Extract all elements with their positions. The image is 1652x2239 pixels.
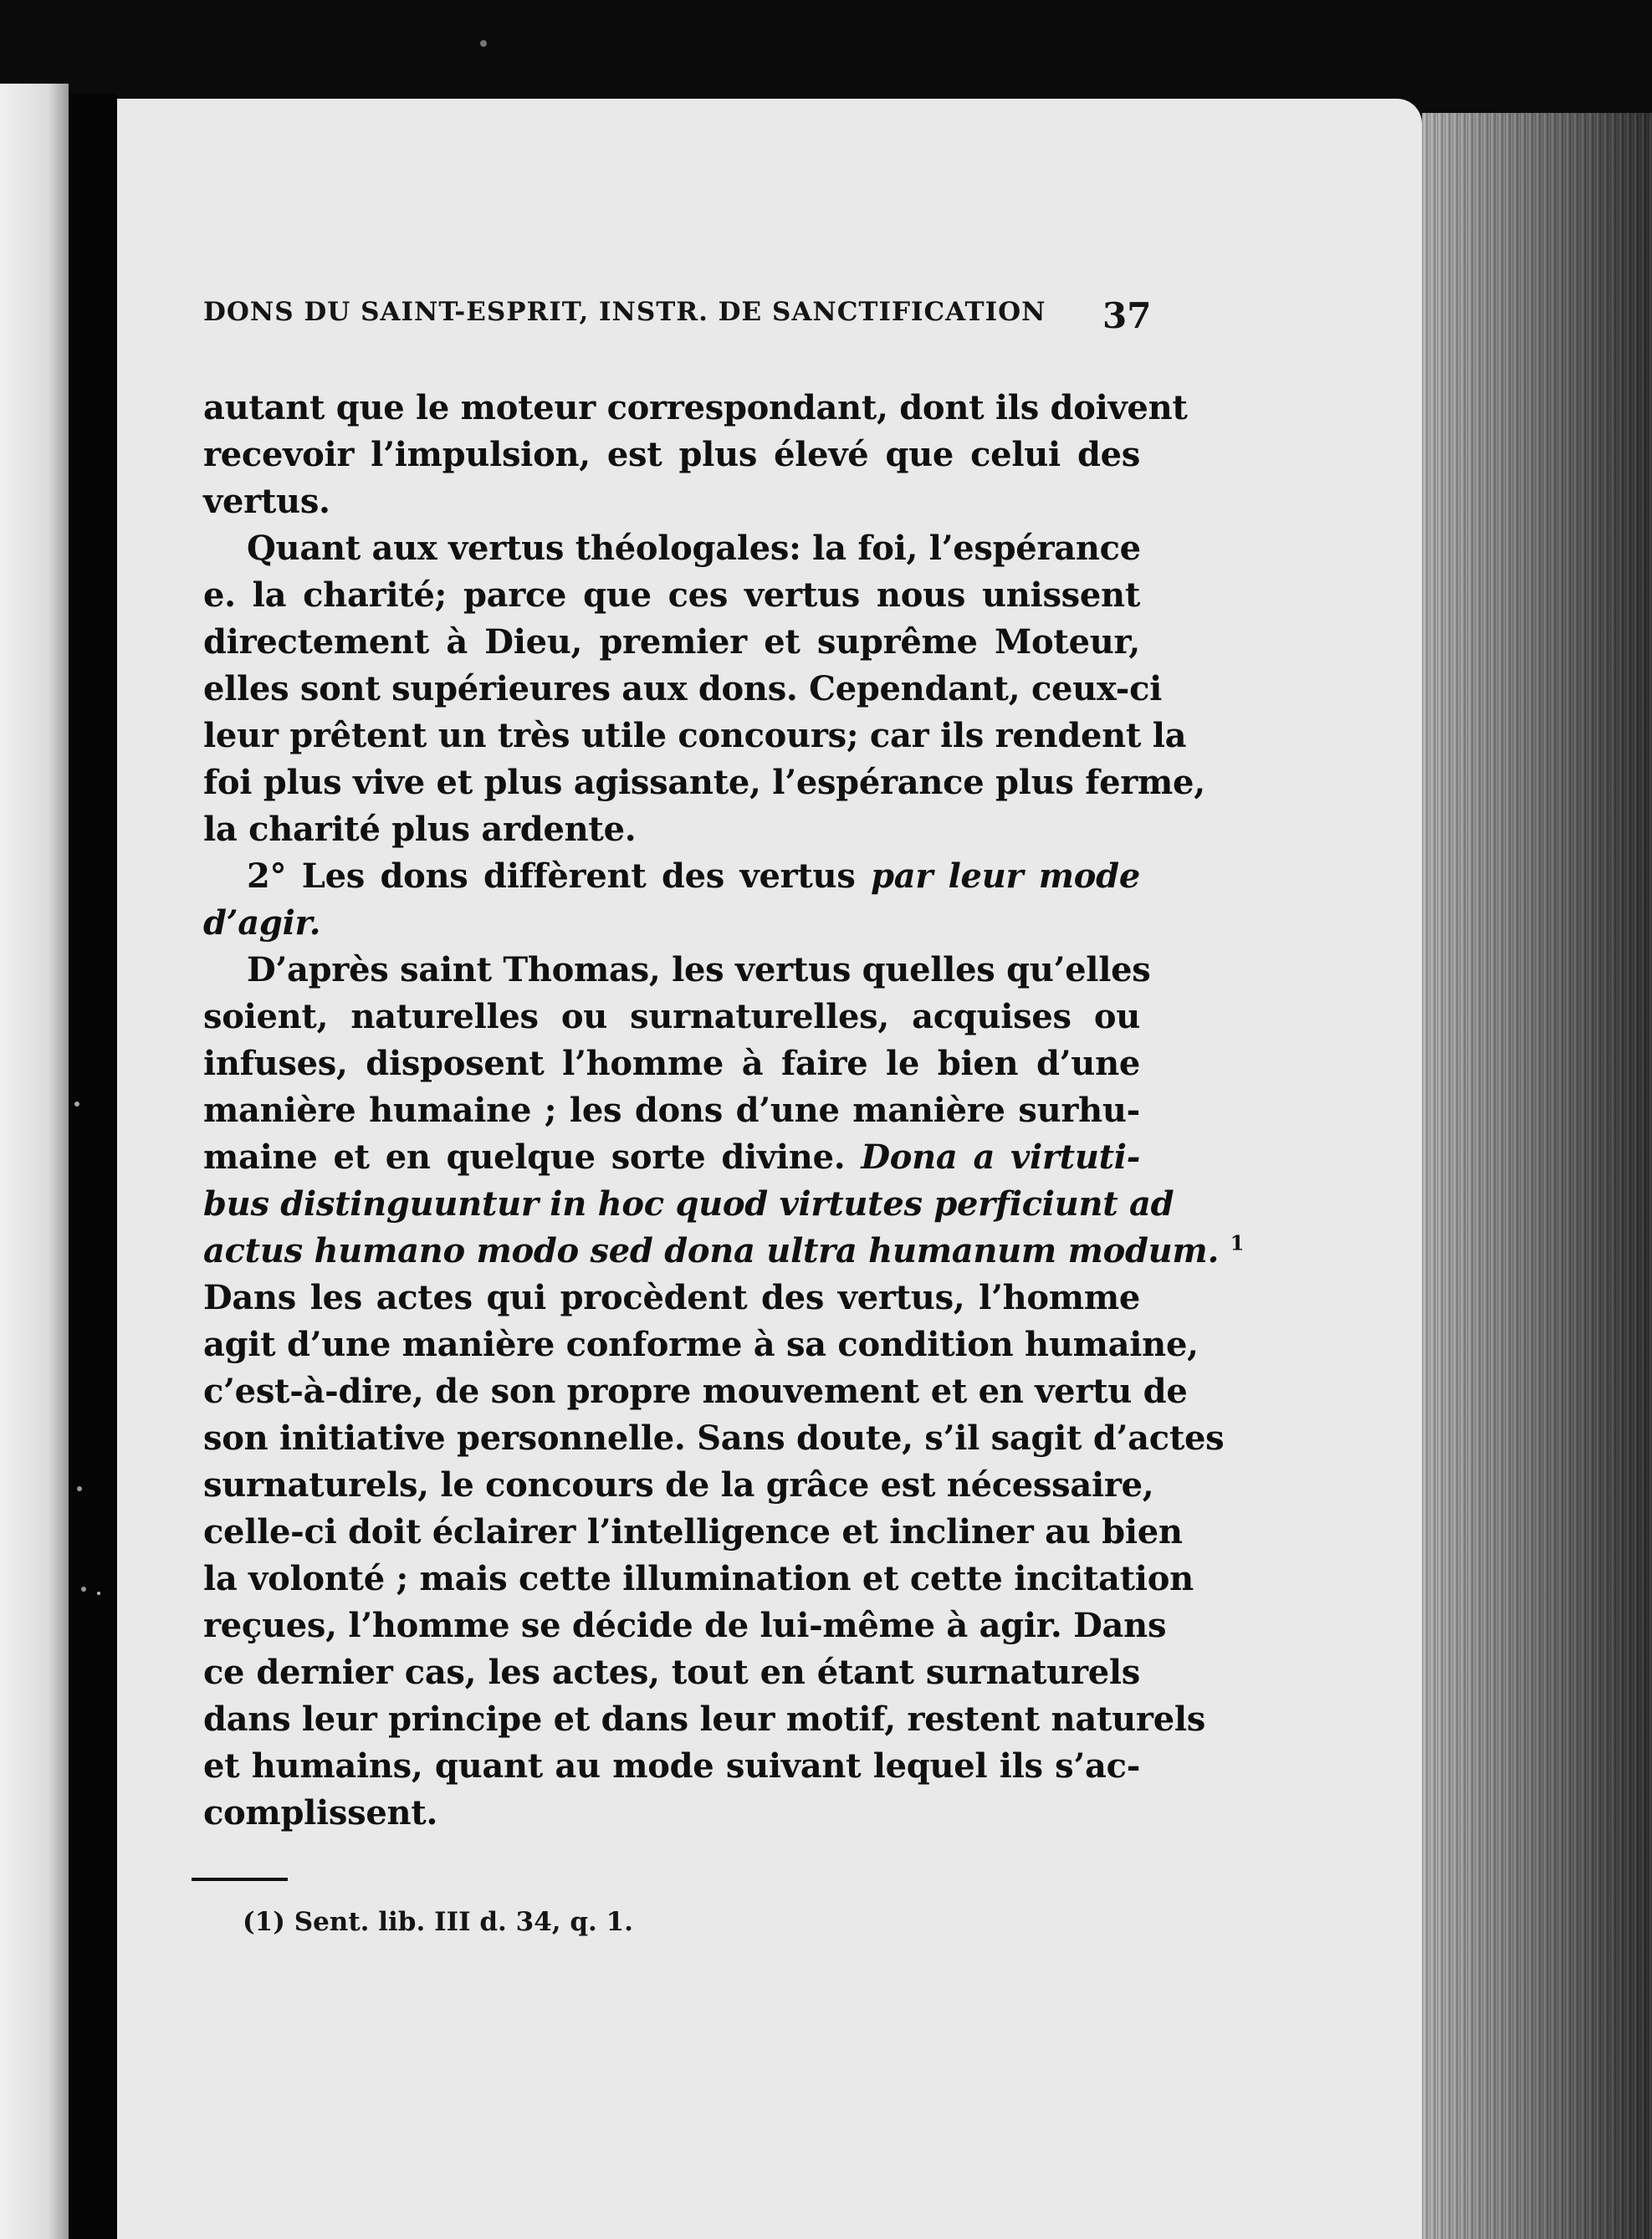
left-page-edge [0, 84, 69, 2239]
text-line [203, 1743, 1140, 1790]
text-run: son initiative personnelle. Sans doute, s’il sagit d’actes [203, 1419, 1225, 1458]
text-run: maine et en quelque sorte divine. [203, 1137, 862, 1177]
text-run: agit d’une manière conforme à sa condition humaine, [203, 1325, 1199, 1364]
text-line [203, 1462, 1154, 1509]
text-line [203, 900, 1140, 947]
running-head: DONS DU SAINT-ESPRIT, INSTR. DE SANCTIFICATION [203, 297, 1046, 327]
text-line [203, 1275, 1140, 1321]
book-gutter [69, 94, 117, 2239]
text-run: soient, naturelles ou surnaturelles, acquises ou [203, 997, 1140, 1036]
text-run: la charité plus ardente. [203, 810, 637, 849]
text-line [203, 1040, 1140, 1087]
footnote-rule [192, 1878, 288, 1881]
text-line [203, 1649, 1140, 1696]
text-run: c’est-à-dire, de son propre mouvement et en vertu de [203, 1372, 1188, 1411]
text-run: et humains, quant au mode suivant lequel ils s’ac- [203, 1746, 1140, 1786]
text-run: foi plus vive et plus agissante, l’espérance plus ferme, [203, 763, 1205, 802]
text-line [203, 806, 1140, 853]
text-line [203, 1415, 1225, 1462]
text-run: ce dernier cas, les actes, tout en étant surnaturels [203, 1653, 1140, 1692]
footnote: (1) Sent. lib. III d. 34, q. 1. [243, 1907, 633, 1937]
page-stack-edge [1422, 113, 1652, 2239]
text-line [203, 1790, 1140, 1837]
text-line [203, 385, 1188, 432]
text-line [203, 1087, 1140, 1134]
text-line [203, 713, 1187, 759]
text-line [203, 619, 1140, 666]
body-text [203, 385, 1245, 1837]
text-run: manière humaine ; les dons d’une manière surhu- [203, 1091, 1140, 1130]
text-run: elles sont supérieures aux dons. Cependant, ceux-ci [203, 669, 1163, 708]
text-run: e. la charité; parce que ces vertus nous unissent [203, 575, 1140, 615]
text-run: recevoir l’impulsion, est plus élevé que celui des [203, 435, 1140, 474]
text-line [203, 1696, 1205, 1743]
text-run: actus humano modo sed dona ultra humanum modum. [203, 1231, 1220, 1270]
text-run: Dona a virtuti- [861, 1137, 1141, 1177]
text-run: vertus. [203, 482, 330, 521]
text-run: D’après saint Thomas, les vertus quelles qu’elles [247, 950, 1151, 989]
text-line [203, 1603, 1167, 1649]
text-run: complissent. [203, 1793, 438, 1833]
text-line [203, 947, 1151, 994]
text-run: par leur mode [871, 856, 1140, 896]
text-line [203, 1368, 1188, 1415]
text-line [203, 572, 1140, 619]
text-run: la volonté ; mais cette illumination et cette incitation [203, 1559, 1194, 1598]
text-run: directement à Dieu, premier et suprême Moteur, [203, 622, 1140, 662]
text-line [203, 1228, 1245, 1275]
text-line [203, 1134, 1140, 1181]
text-line [203, 1556, 1194, 1603]
text-line [203, 853, 1140, 900]
text-run: d’agir. [203, 903, 321, 943]
text-line [203, 1181, 1174, 1228]
text-run: 2° Les dons diffèrent des vertus [247, 856, 872, 896]
text-run: Quant aux vertus théologales: la foi, l’espérance [247, 529, 1141, 568]
text-run: bus distinguuntur in hoc quod virtutes perficiunt ad [203, 1184, 1174, 1224]
text-line [203, 759, 1205, 806]
text-run: dans leur principe et dans leur motif, restent naturels [203, 1700, 1205, 1739]
page-number: 37 [1102, 295, 1152, 336]
text-line [203, 666, 1163, 713]
text-line [203, 432, 1140, 478]
text-run: leur prêtent un très utile concours; car ils rendent la [203, 716, 1187, 755]
text-line [203, 994, 1140, 1040]
text-run: surnaturels, le concours de la grâce est nécessaire, [203, 1465, 1154, 1505]
text-line [203, 525, 1140, 572]
text-run: celle-ci doit éclairer l’intelligence et incliner au bien [203, 1512, 1183, 1551]
text-line [203, 478, 1140, 525]
text-run: autant que le moteur correspondant, dont ils doivent [203, 388, 1188, 427]
text-run: Dans les actes qui procèdent des vertus, l’homme [203, 1278, 1140, 1317]
text-line [203, 1321, 1199, 1368]
text-run [1219, 1231, 1230, 1270]
text-run: reçues, l’homme se décide de lui-même à agir. Dans [203, 1606, 1167, 1645]
footnote-marker: 1 [1230, 1230, 1245, 1255]
text-run: infuses, disposent l’homme à faire le bien d’une [203, 1044, 1140, 1083]
text-line [203, 1509, 1183, 1556]
